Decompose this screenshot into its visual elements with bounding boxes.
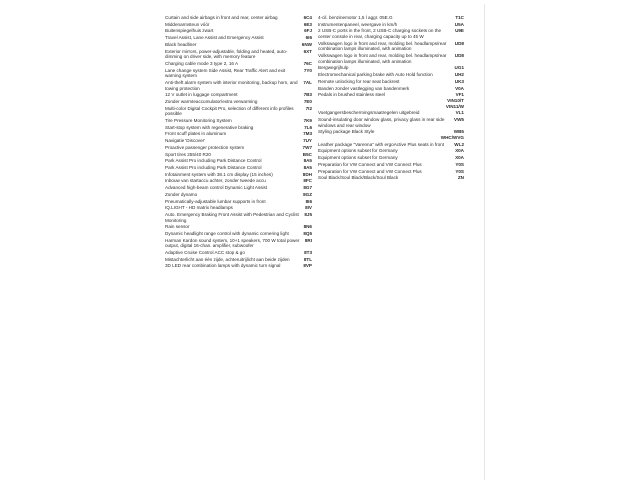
option-code: 7AL [303,79,312,85]
option-row [165,125,312,131]
option-code: 8DH [302,171,312,177]
option-row [318,22,464,28]
option-code: Y0S [455,161,464,167]
option-description: Adaptive Cruise Control ACC stop & go [165,250,245,256]
option-row [318,117,464,128]
option-description: 2 USB-C ports in the front, 2 USB-C charging sockets on the center console in rear, charging capacity up to 45 W [318,28,442,40]
option-code: UG1 [454,65,464,71]
option-description: Dynamic headlight range control with dynamic cornering light [165,230,289,236]
option-description: Travel Assist, Lane Assist and Emergency Assist [165,35,264,41]
option-row [165,263,312,269]
option-code: 7B3 [303,92,312,98]
right-options-column [318,15,464,182]
option-description: Remote unlocking for rear seat backrest [318,78,400,84]
option-row [165,118,312,124]
option-code: U5A [454,21,464,27]
option-description: Mistachterlicht aan één zijde, achteruitrijlicht aan beide zijden [165,256,290,262]
option-row [165,49,312,60]
option-description: Zonder warmteaccumulator/extra verwarming [165,99,258,104]
option-description: Pedals in brushed stainless steel [318,92,385,98]
option-description: Zonder dynamo [165,191,198,197]
option-row [165,212,312,223]
option-row [165,131,312,137]
option-description: Infotainment system with 38.1 cm display (15 inches) [165,171,273,177]
option-code: 8RI [304,237,312,243]
option-row [318,92,464,109]
option-description: Banden zonder vastlegging van bandenmerk [318,85,410,91]
option-description: Leather package "Varenna" with ergoActive Plus seats in front [318,141,445,147]
option-row [165,80,312,91]
option-row [318,155,464,161]
option-row [165,178,312,184]
option-row [318,142,464,148]
option-description: Front scuff plates in aluminum [165,131,227,137]
option-code: 6C4 [303,15,312,20]
option-description: Rain sensor [165,224,190,230]
option-code: 8N6 [303,224,312,230]
option-row [318,175,464,181]
option-code: 8A5 [303,158,312,164]
option-row [165,138,312,144]
option-code: 7L6 [304,124,312,130]
option-code: 7M3 [303,131,312,137]
option-row [165,250,312,256]
option-code: VL1 [455,110,464,116]
option-description: Park Assist Pro including Park Distance Control [165,164,262,170]
option-code: 6NW [301,41,312,47]
option-description: Electromechanical parking brake with Auto Hold function [318,72,433,78]
option-row [165,172,312,178]
option-description: Proactive passenger protection system [165,144,245,150]
option-code: VF1 VIN10/T VIN11/W [445,92,464,109]
option-description: 12 V outlet in luggage compartment [165,92,238,98]
option-code: X0A [455,155,464,161]
option-description: Equipment options subset for Germany [318,148,398,154]
option-code: WB5 WHC/WVG [440,129,464,141]
option-row [165,199,312,205]
option-row [165,238,312,249]
option-code: 76C [303,60,312,66]
option-code: Y0S [455,168,464,174]
option-code: UH2 [454,72,464,78]
option-description: Exterior mirrors, power-adjustable, folding and heated, auto-dimming on driver side, with memory feature [165,48,288,60]
option-row [165,42,312,48]
option-description: Equipment options subset for Germany [318,155,398,161]
option-row [318,148,464,154]
option-description: Bergwegrijhulp [318,65,349,71]
option-row [165,145,312,151]
option-row [318,110,464,116]
option-code: 7Y0 [303,67,312,73]
option-description: Park Assist Pro including Park Distance Control [165,158,262,164]
option-row [318,15,464,21]
option-row [165,224,312,230]
option-code: 8T3 [304,250,312,256]
option-description: Middenarmsteun vóór [165,21,210,27]
option-row [165,106,312,117]
option-description: Advanced high-beam control Dynamic Light Assist [165,185,268,191]
option-row [318,86,464,92]
option-description: Volkswagen logo in front and rear, molding bel. headlamps/rear combination lamps illuminated, with animation [318,40,447,52]
option-row [318,162,464,168]
option-code: X0A [455,148,464,154]
option-code: 6XT [303,48,312,54]
option-description: Start-stop system with regenerative braking [165,124,254,130]
option-description: 3D LED rear combination lamps with dynamic turn signal [165,263,281,269]
option-row [165,99,312,105]
option-description: Navigatie 'Discover' [165,138,206,144]
option-code: 8A5 [303,164,312,170]
option-description: Voetgangersbeschermingsmaatregelen uitgebreid [318,110,420,116]
page-edge-divider [484,4,485,480]
option-description: Sound-insulating door window glass, privacy glass in rear side windows and rear window [318,117,445,128]
option-row [165,15,312,21]
option-code: T1C [455,15,464,20]
option-code: V0A [455,85,464,91]
option-description: IQ.LIGHT - HD matrix headlamps [165,205,233,211]
option-row [165,61,312,67]
option-code: VW5 [454,117,464,123]
option-row [318,53,464,64]
option-row [165,205,312,211]
option-description: Pneumatically-adjustable lumbar supports in front [165,198,266,204]
option-code: U9E [455,28,464,34]
option-description: 4-cil. benzinemotor 1,5 l aggr. 05E.G [318,15,393,20]
option-description: Soul Black/Soul Black/Black/Soul Black [318,175,399,181]
option-code: 7W7 [302,144,312,150]
option-code: UK3 [454,78,464,84]
option-code: 8GZ [303,191,312,197]
option-row [165,165,312,171]
option-description: Preparation for VW Connect and VW Connect Plus [318,168,422,174]
option-row [165,35,312,41]
option-code: UD8 [454,40,464,46]
option-row [318,28,464,39]
option-code: 8IV [305,205,312,211]
option-description: Auto. Emergency Braking Front Assist with Pedestrian and Cyclist Monitoring [165,211,299,223]
option-code: 8TL [303,256,312,262]
option-description: Preparation for VW Connect and VW Connect Plus [318,161,422,167]
option-row [165,68,312,79]
option-code: 7E0 [303,99,312,104]
option-row [165,22,312,28]
option-row [165,92,312,98]
option-code: 8G7 [303,185,312,191]
option-description: Multi-color Digital Cockpit Pro, selection of different info profiles possible [165,105,294,117]
option-description: Volkswagen logo in front and rear, molding bel. headlamps/rear combination lamps illuminated, with animation [318,53,447,64]
option-code: UD8 [454,53,464,59]
option-description: Lane change system Side Assist, Rear Traffic Alert and exit warning system [165,67,286,79]
option-row [165,185,312,191]
option-description: Tire Pressure Monitoring System [165,118,232,124]
option-row [318,65,464,71]
option-code: 6FJ [304,28,312,34]
option-row [318,41,464,52]
option-description: Buitenspiegelhuis zwart [165,28,214,34]
option-code: 7I2 [305,105,312,111]
option-description: Harman Kardon sound system, 10+1 speakers, 700 W total power output, digital 16-chan. amplifier, subwoofer [165,237,300,249]
option-description: Instrumentenpaneel, weergave in km/h [318,21,398,27]
option-code: WL2 [454,141,464,147]
option-description: Styling package Black Style [318,129,375,135]
option-row [165,152,312,158]
option-code: 8J5 [304,211,312,217]
option-code: 6E3 [303,21,312,27]
option-description: Curtain and side airbags in front and rear, center airbag [165,15,278,20]
option-description: Inbouw van startaccu achter, zonder tweede accu [165,178,266,184]
option-code: B5C [302,151,312,157]
option-code: 7UY [303,138,312,144]
option-code: 8I6 [305,198,312,204]
option-code: 6I6 [305,35,312,41]
option-code: 8FC [303,178,312,184]
option-row [165,158,312,164]
option-row [318,129,464,140]
option-row [318,169,464,175]
option-row [318,79,464,85]
option-description: Black headliner [165,41,197,47]
option-code: 7K9 [303,118,312,124]
option-code: 8VP [303,263,312,269]
option-row [165,192,312,198]
option-row [165,28,312,34]
option-code: 8Q5 [303,230,312,236]
option-description: Sport tires 255/40 R20 [165,151,211,157]
option-description: Anti-theft alarm system with interior monitoring, backup horn, and towing protection [165,79,298,91]
option-code: ZN [457,175,464,181]
option-description: Charging cable mode 3 type 2, 16 A [165,60,239,66]
option-row [318,72,464,78]
left-options-column [165,15,312,270]
option-row [165,231,312,237]
option-row [165,257,312,263]
